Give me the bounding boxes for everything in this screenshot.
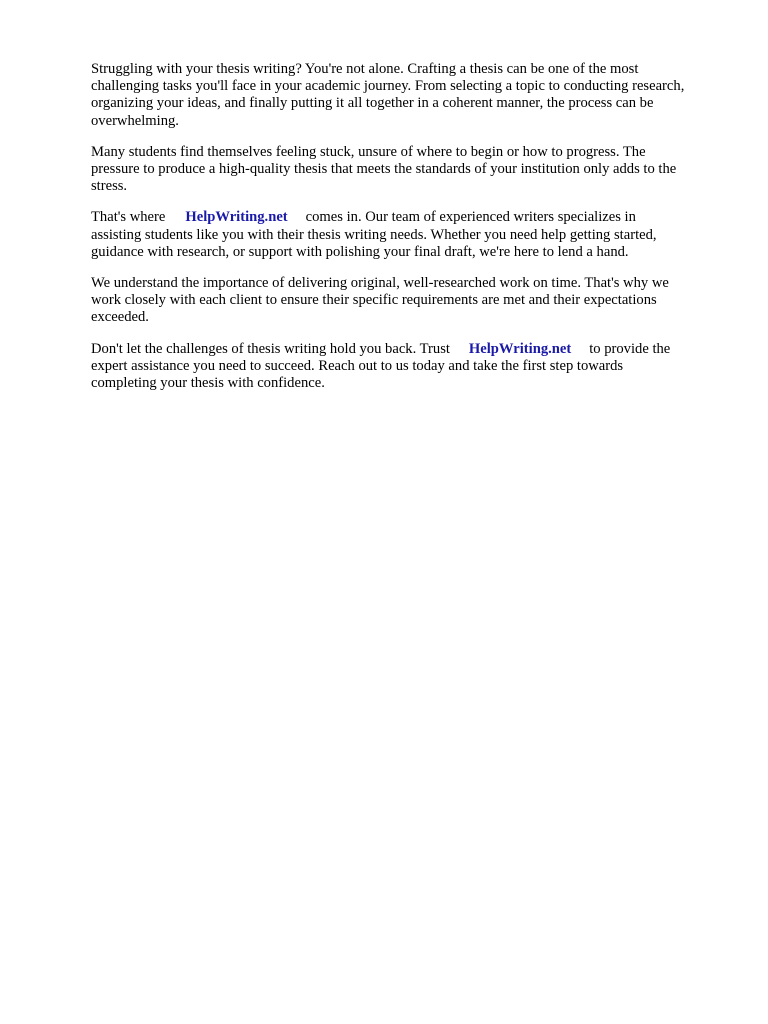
text-line: Many students find themselves feeling stuck, unsure of where to begin or how to progress. The: [91, 143, 646, 160]
text-line: pressure to produce a high-quality thesis that meets the standards of your institution only adds to the: [91, 161, 677, 178]
document-page: [91, 61, 731, 406]
text-line: organizing your ideas, and finally putting it all together in a coherent manner, the process can be: [91, 95, 654, 112]
text-line: Struggling with your thesis writing? You're not alone. Crafting a thesis can be one of the most: [91, 61, 639, 77]
text-line: We understand the importance of delivering original, well-researched work on time. That's why we: [91, 275, 669, 292]
paragraph-closing: [91, 341, 731, 393]
text-line: expert assistance you need to succeed. Reach out to us today and take the first step towards: [91, 357, 624, 374]
text-line: exceeded.: [91, 309, 149, 326]
text-fragment: to provide the: [589, 340, 671, 357]
text-line: guidance with research, or support with polishing your final draft, we're here to lend a hand.: [91, 243, 629, 260]
paragraph-intro: [91, 61, 731, 130]
text-line: completing your thesis with confidence.: [91, 375, 325, 392]
text-line: work closely with each client to ensure their specific requirements are met and their expectations: [91, 292, 657, 309]
text-line: challenging tasks you'll face in your academic journey. From selecting a topic to conducting research,: [91, 78, 685, 95]
paragraph-stuck: [91, 144, 731, 196]
text-line: assisting students like you with their thesis writing needs. Whether you need help getting started,: [91, 226, 657, 243]
text-line: stress.: [91, 178, 128, 195]
text-line: overwhelming.: [91, 112, 179, 129]
helpwriting-link[interactable]: HelpWriting.net: [185, 209, 288, 226]
text-fragment: Don't let the challenges of thesis writing hold you back. Trust: [91, 340, 450, 357]
text-line-with-link: [91, 209, 731, 226]
paragraph-service: [91, 209, 731, 261]
text-fragment: comes in. Our team of experienced writers specializes in: [305, 209, 636, 226]
text-fragment: That's where: [91, 209, 166, 226]
paragraph-quality: [91, 275, 731, 327]
helpwriting-link[interactable]: HelpWriting.net: [468, 340, 572, 357]
text-line-with-link: [91, 341, 731, 358]
